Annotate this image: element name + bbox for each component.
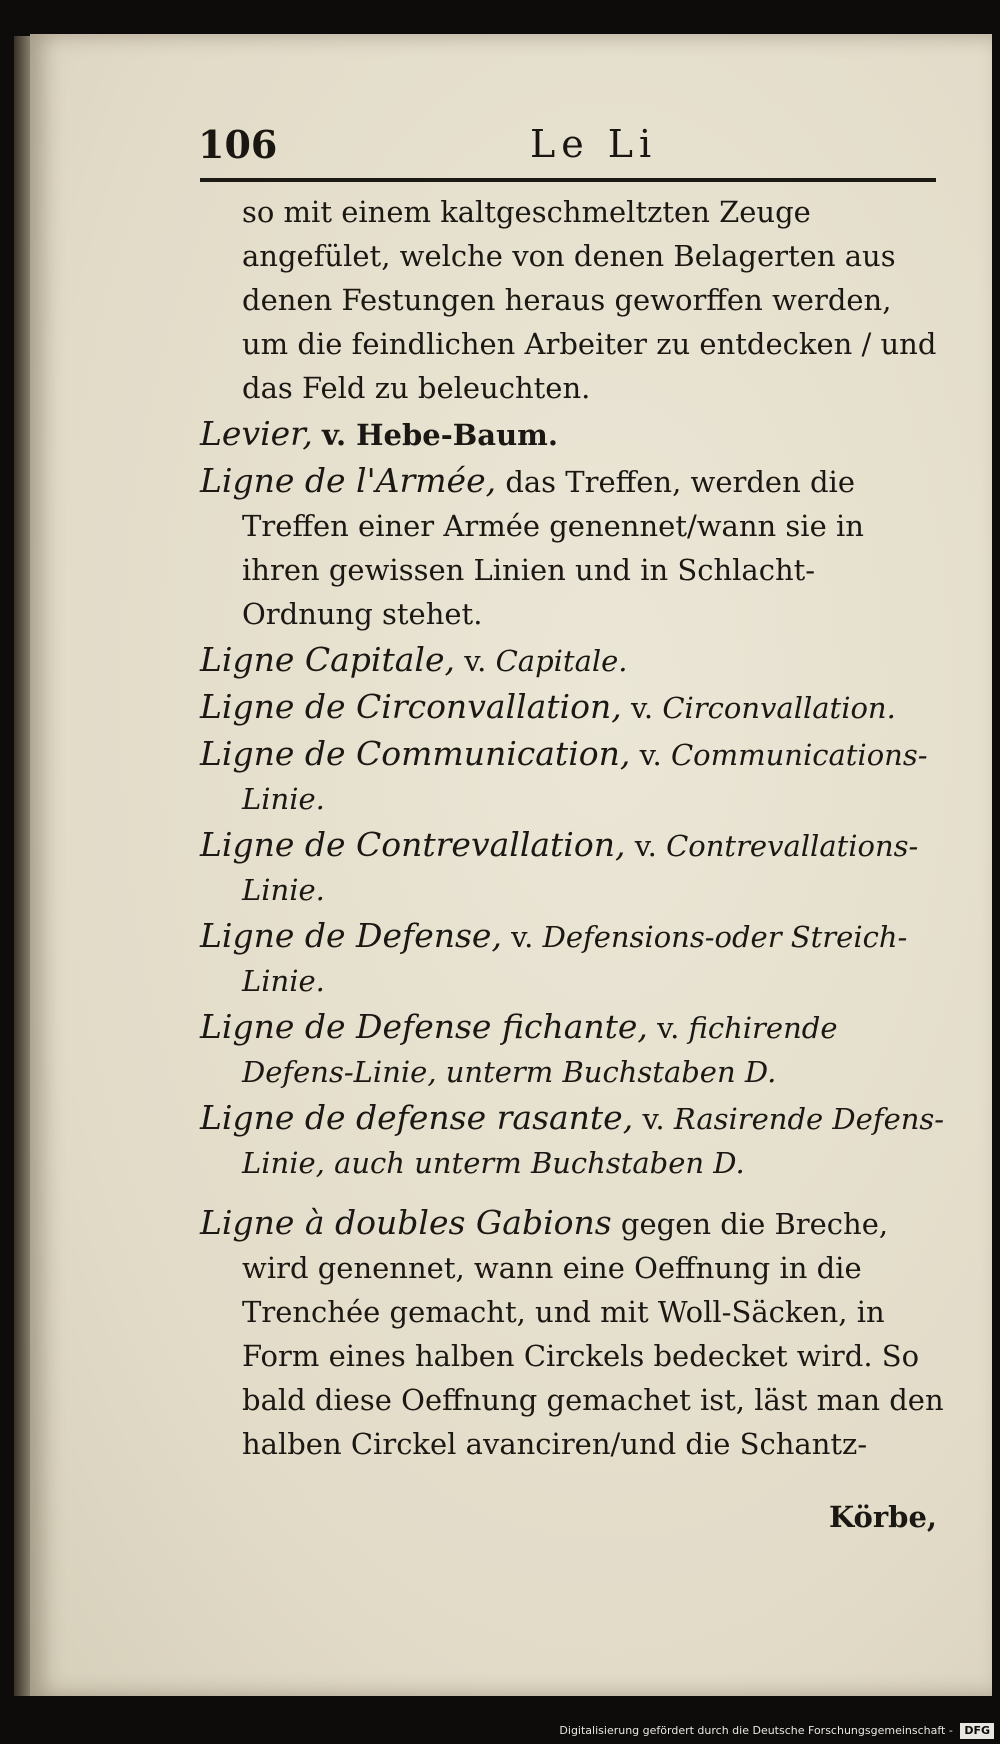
entry-reference: Circonvallation. — [662, 691, 896, 725]
entry-reference: Defensions-oder Streich-Linie. — [242, 920, 908, 998]
entry-ligne-armee — [200, 459, 945, 636]
entry-reference: Contrevallations-Linie. — [242, 829, 919, 907]
entry-ligne-communication — [200, 732, 945, 821]
entry-ligne-contrevallation — [200, 823, 945, 912]
footer-credit: Digitalisierung gefördert durch die Deutsche Forschungsgemeinschaft - — [559, 1724, 953, 1737]
entry-ligne-capitale — [200, 638, 945, 683]
entry-lemma: Ligne de defense rasante, — [200, 1098, 634, 1137]
entry-see: v. — [657, 1011, 680, 1045]
entry-see: v. — [634, 829, 657, 863]
entry-ligne-doubles-gabions — [200, 1201, 945, 1466]
entry-continuation — [200, 190, 945, 410]
header-rule — [200, 178, 936, 182]
entry-gap — [200, 1187, 945, 1201]
entry-lemma: Ligne de Communication, — [200, 734, 631, 773]
entry-text: v. Hebe-Baum. — [322, 418, 558, 452]
entry-lemma: Ligne de l'Armée, — [200, 461, 497, 500]
page-header — [190, 120, 938, 174]
entry-lemma: Levier, — [200, 414, 313, 453]
entry-text: so mit einem kaltgeschmeltzten Zeuge angefület, welche von denen Belagerten aus denen Festungen heraus geworffen werden, um die feindlichen Arbeiter zu entdecken / und das Feld zu beleuchten. — [242, 195, 937, 405]
entry-lemma: Ligne Capitale, — [200, 640, 455, 679]
entry-reference: Rasirende Defens-Linie, auch unterm Buchstaben D. — [242, 1102, 945, 1180]
entry-see: v. — [630, 691, 654, 725]
catchword: Körbe, — [828, 1500, 937, 1534]
entry-levier — [200, 412, 945, 457]
dfg-logo: DFG — [960, 1723, 994, 1739]
entry-see: v. — [642, 1102, 665, 1136]
entry-lemma: Ligne à doubles Gabions — [200, 1203, 612, 1242]
digitization-footer — [0, 1720, 994, 1742]
entry-text: gegen die Breche, wird genennet, wann eine Oeffnung in die Trenchée gemacht, und mit Woll-Säcken, in Form eines halben Circkels bedecket wird. So bald diese Oeffnung gemachet ist, läst man den halben Circkel avanciren/und die Schantz- — [242, 1207, 944, 1461]
entry-lemma: Ligne de Defense, — [200, 916, 502, 955]
entry-see: v. — [511, 920, 534, 954]
entry-ligne-circonvallation — [200, 685, 945, 730]
entry-reference: fichirende Defens-Linie, unterm Buchstaben D. — [242, 1011, 838, 1089]
page-number: 106 — [198, 122, 278, 167]
entry-reference: Capitale. — [495, 644, 628, 678]
running-head: Le Li — [530, 122, 658, 166]
entry-see: v. — [464, 644, 487, 678]
entry-ligne-defense — [200, 914, 945, 1003]
entry-reference: Communications-Linie. — [242, 738, 928, 816]
entry-lemma: Ligne de Contrevallation, — [200, 825, 626, 864]
page-text — [200, 190, 945, 1568]
entry-ligne-defense-rasante — [200, 1096, 945, 1185]
entry-lemma: Ligne de Circonvallation, — [200, 687, 622, 726]
entry-lemma: Ligne de Defense fichante, — [200, 1007, 648, 1046]
entry-ligne-defense-fichante — [200, 1005, 945, 1094]
entry-text: das Treffen, werden die Treffen einer Armée genennet/wann sie in ihren gewissen Linien und in Schlacht-Ordnung stehet. — [242, 465, 864, 631]
entry-see: v. — [639, 738, 662, 772]
